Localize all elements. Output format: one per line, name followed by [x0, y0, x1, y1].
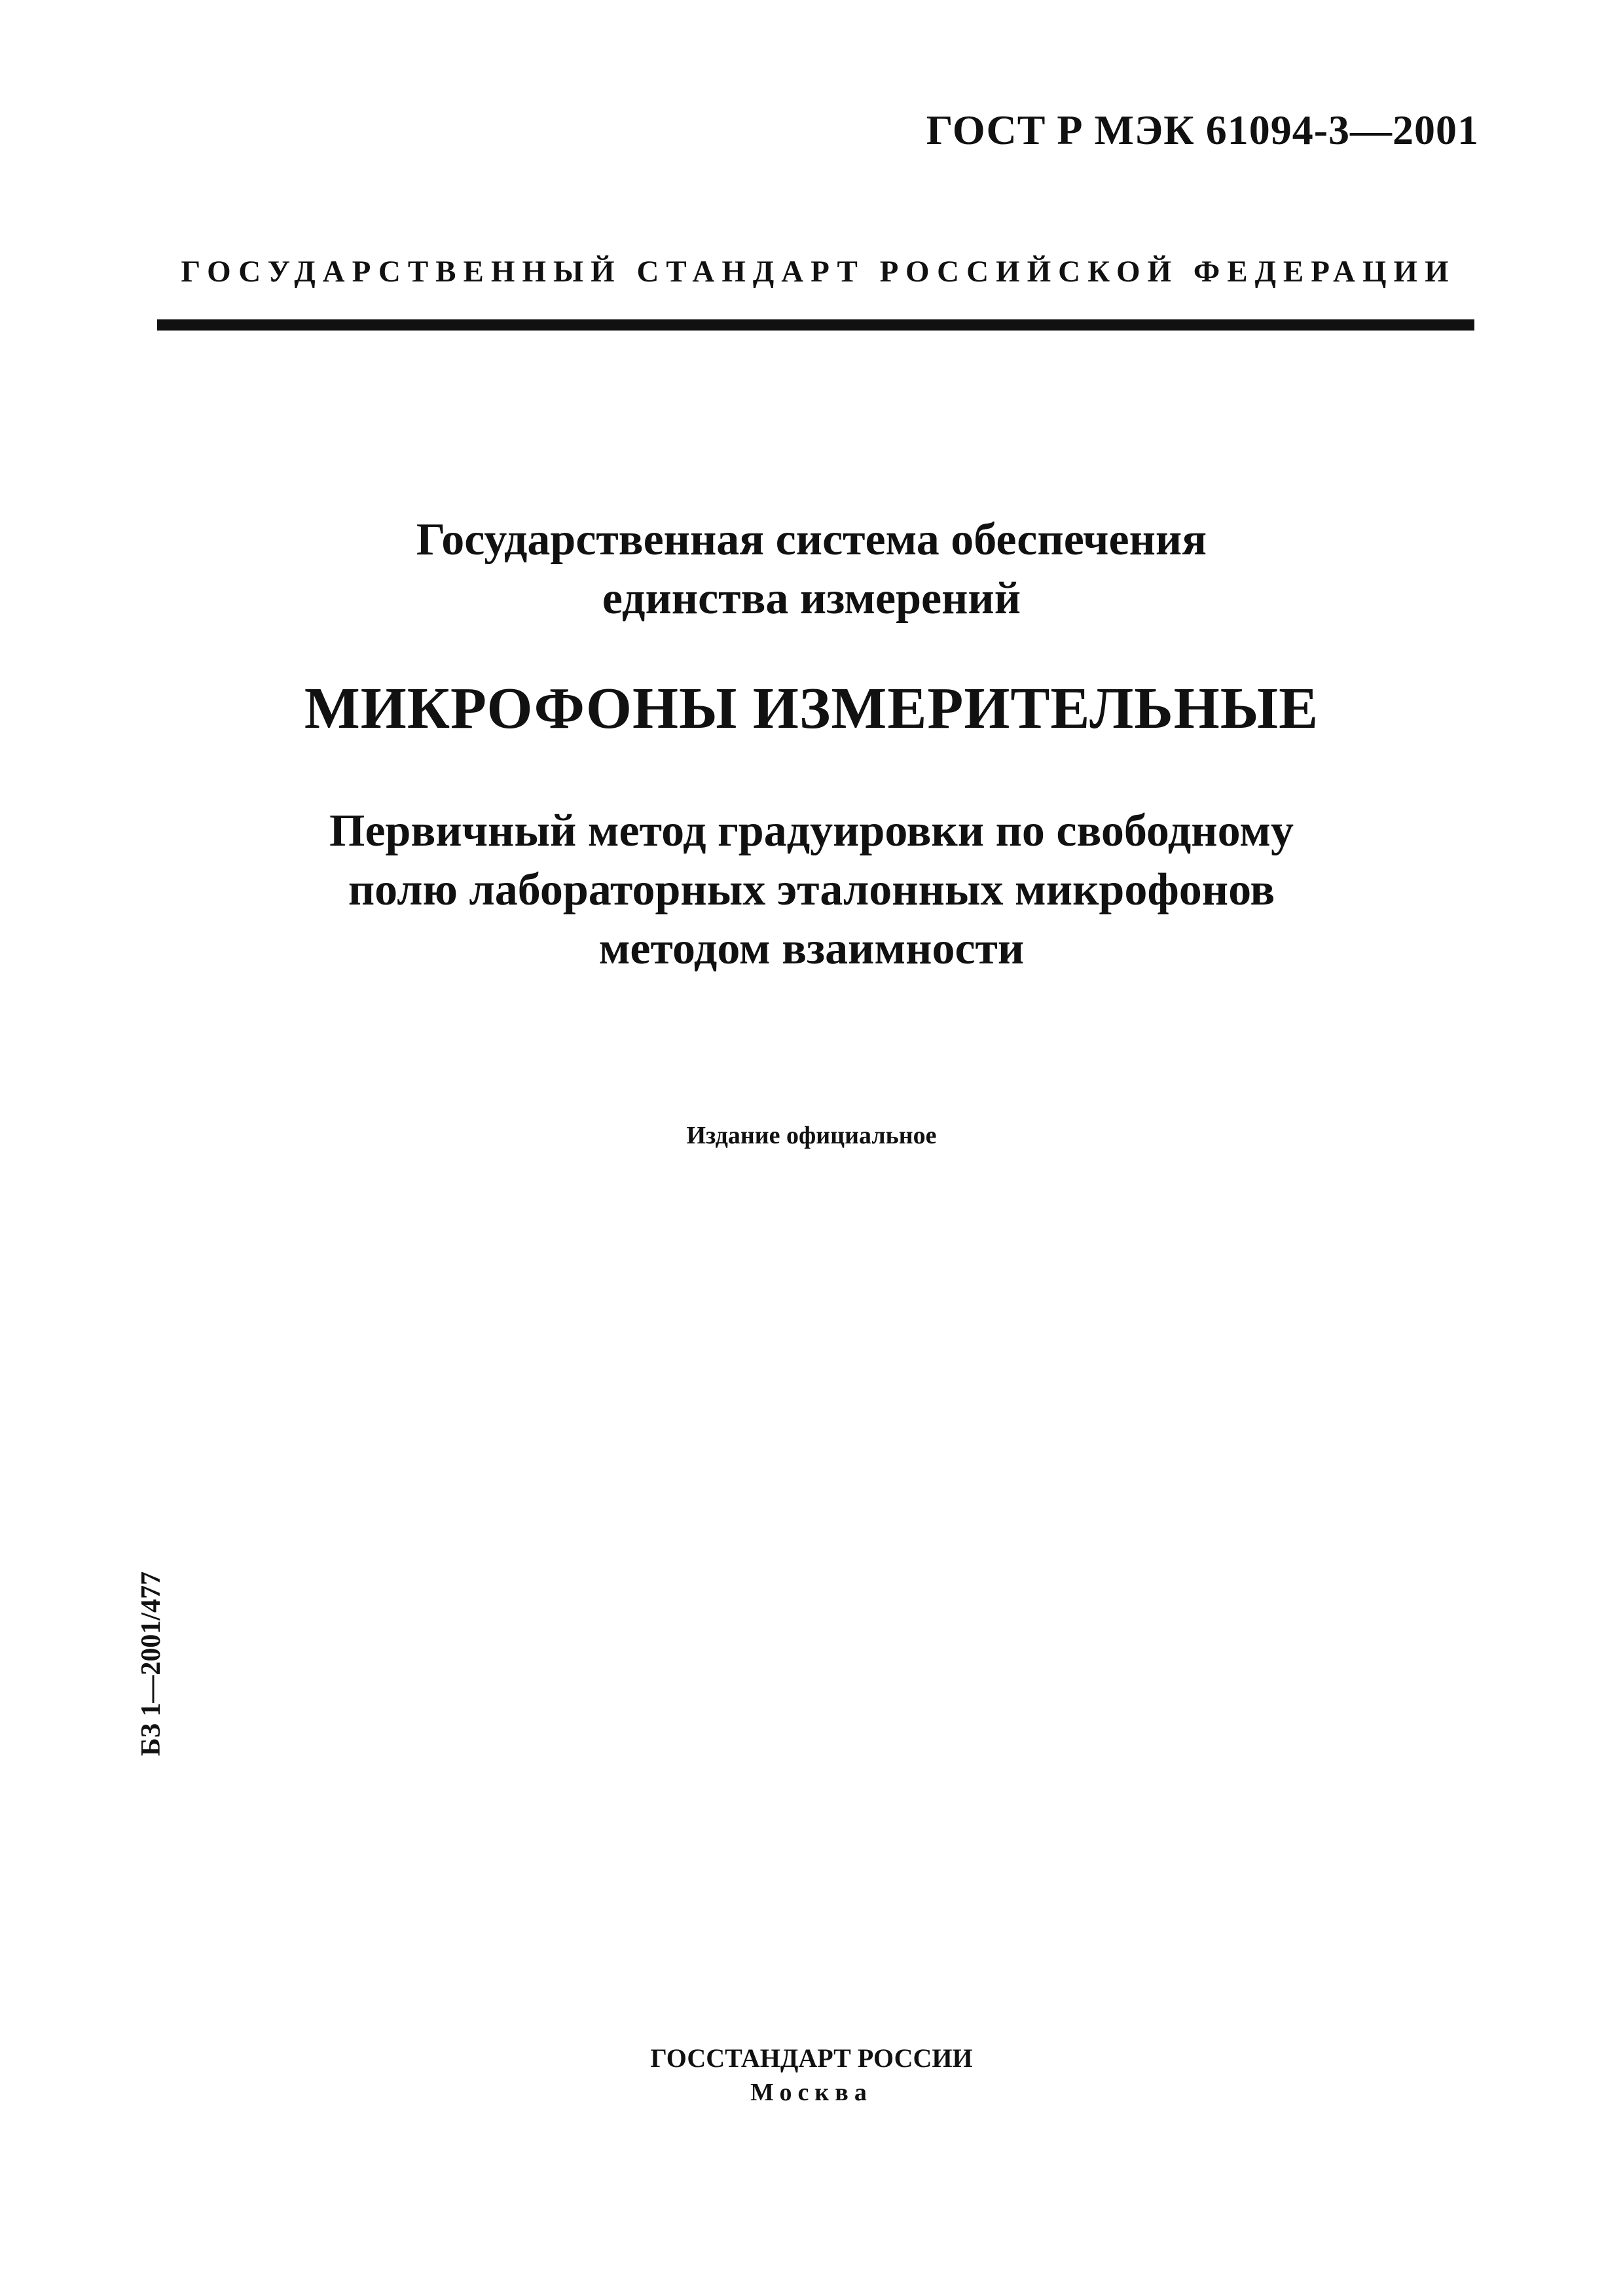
standard-header: ГОСУДАРСТВЕННЫЙ СТАНДАРТ РОССИЙСКОЙ ФЕДЕРАЦИИ [181, 255, 1456, 289]
standard-designation: ГОСТ Р МЭК 61094-3—2001 [926, 107, 1479, 153]
edition-label: Издание официальное [686, 1122, 937, 1149]
header-rule [157, 319, 1474, 331]
series-title-line: Государственная система обеспечения [416, 514, 1207, 565]
subtitle-line: Первичный метод градуировки по свободному [329, 806, 1294, 856]
subtitle [0, 802, 1623, 978]
side-code: БЗ 1—2001/477 [136, 1571, 166, 1757]
publisher: ГОССТАНДАРТ РОССИИ [650, 2043, 973, 2073]
subtitle-line: методом взаимности [598, 924, 1025, 974]
series-title-line: единства измерений [602, 573, 1021, 624]
series-title [0, 511, 1623, 628]
main-title: МИКРОФОНЫ ИЗМЕРИТЕЛЬНЫЕ [304, 676, 1319, 741]
publisher-city: Москва [750, 2079, 873, 2106]
subtitle-line: полю лабораторных эталонных микрофонов [348, 865, 1275, 915]
